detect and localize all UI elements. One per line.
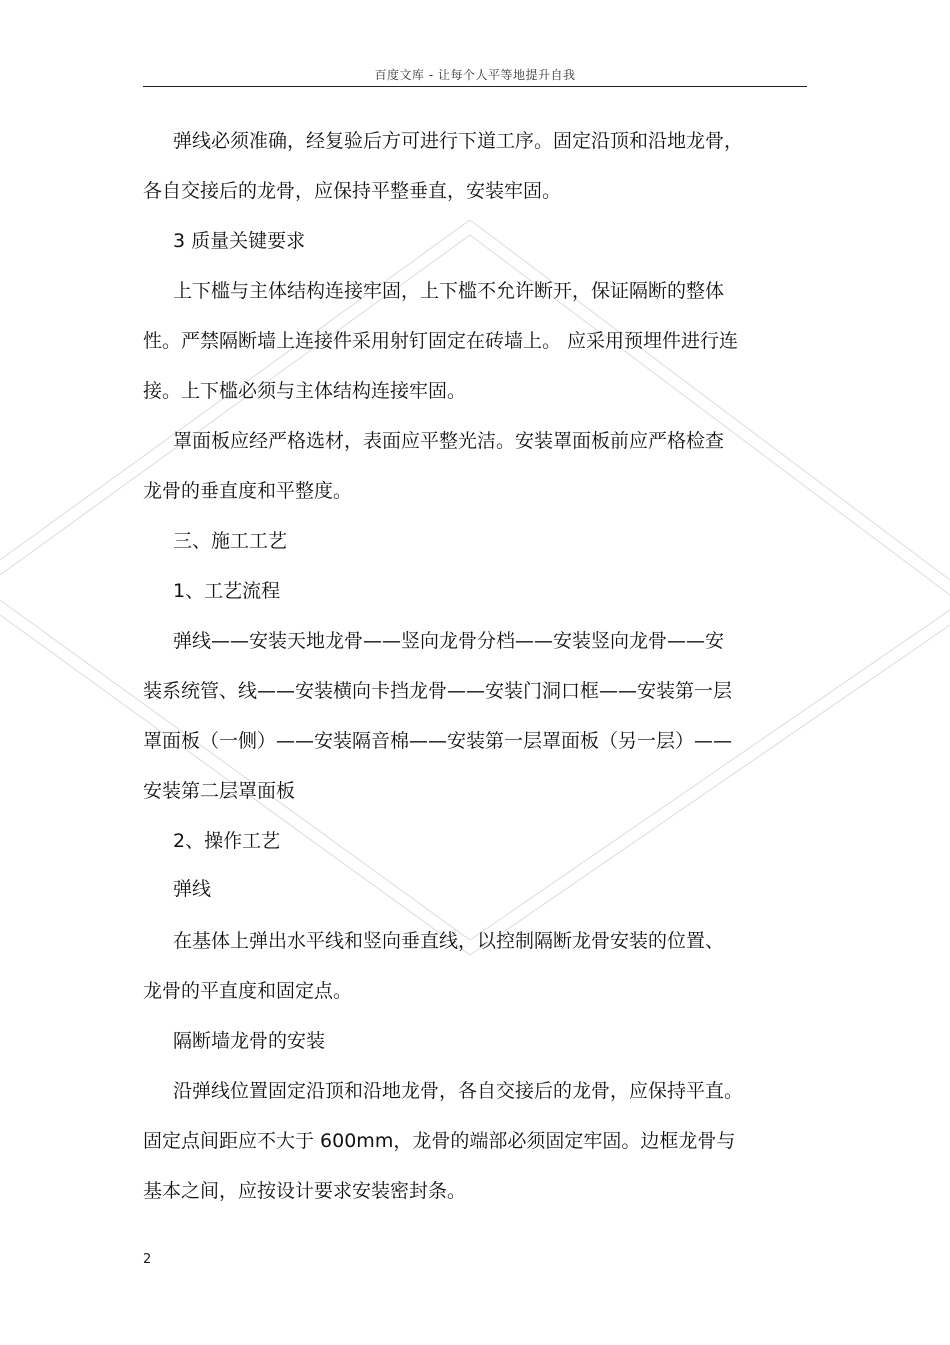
section-heading: 3 质量关键要求 bbox=[173, 230, 306, 252]
header-divider bbox=[143, 86, 807, 87]
paragraph-line: 上下槛与主体结构连接牢固，上下槛不允许断开，保证隔断的整体 bbox=[173, 280, 725, 302]
paragraph-line: 弹线必须准确，经复验后方可进行下道工序。固定沿顶和沿地龙骨， bbox=[173, 130, 744, 152]
section-heading: 三、施工工艺 bbox=[173, 530, 288, 552]
subsection-heading: 隔断墙龙骨的安装 bbox=[173, 1030, 326, 1052]
paragraph-line: 在基体上弹出水平线和竖向垂直线，以控制隔断龙骨安装的位置、 bbox=[173, 930, 725, 952]
paragraph-line: 沿弹线位置固定沿顶和沿地龙骨，各自交接后的龙骨，应保持平直。 bbox=[173, 1080, 744, 1102]
section-heading: 1、工艺流程 bbox=[173, 580, 281, 602]
paragraph-line: 安装第二层罩面板 bbox=[143, 780, 296, 802]
paragraph-line: 各自交接后的龙骨，应保持平整垂直，安装牢固。 bbox=[143, 180, 562, 202]
paragraph-line: 基本之间，应按设计要求安装密封条。 bbox=[143, 1180, 467, 1202]
paragraph-line: 罩面板应经严格选材，表面应平整光洁。安装罩面板前应严格检查 bbox=[173, 430, 725, 452]
paragraph-line: 性。严禁隔断墙上连接件采用射钉固定在砖墙上。 应采用预埋件进行连 bbox=[143, 330, 739, 352]
paragraph-line: 固定点间距应不大于 600mm，龙骨的端部必须固定牢固。边框龙骨与 bbox=[143, 1130, 736, 1152]
section-heading: 2、操作工艺 bbox=[173, 830, 281, 852]
paragraph-line: 弹线——安装天地龙骨——竖向龙骨分档——安装竖向龙骨——安 bbox=[173, 630, 725, 652]
page-header: 百度文库 - 让每个人平等地提升自我 bbox=[374, 68, 576, 82]
paragraph-line: 龙骨的平直度和固定点。 bbox=[143, 980, 353, 1002]
subsection-heading: 弹线 bbox=[173, 878, 212, 900]
paragraph-line: 装系统管、线——安装横向卡挡龙骨——安装门洞口框——安装第一层 bbox=[143, 680, 733, 702]
paragraph-line: 接。上下槛必须与主体结构连接牢固。 bbox=[143, 380, 467, 402]
paragraph-line: 罩面板（一侧）——安装隔音棉——安装第一层罩面板（另一层）—— bbox=[143, 730, 733, 752]
page-number: 2 bbox=[143, 1252, 152, 1267]
paragraph-line: 龙骨的垂直度和平整度。 bbox=[143, 480, 353, 502]
